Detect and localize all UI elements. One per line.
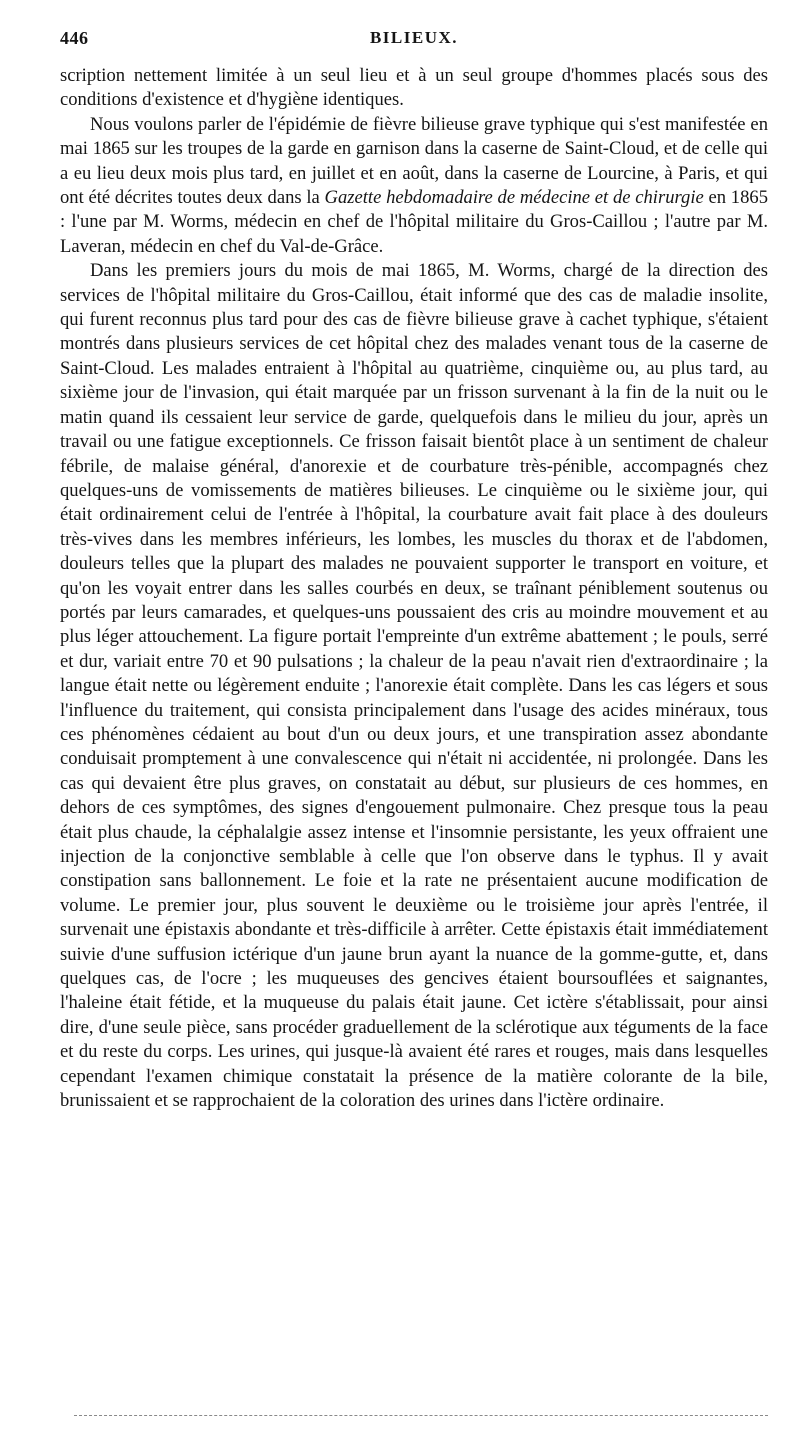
body-text [60,64,768,1113]
paragraph-continuation: scription nettement limitée à un seul lieu et à un seul groupe d'hommes placés sous des conditions d'existence et d'hygiène identiques. [60,65,768,111]
paragraph-epidemic-intro [60,113,768,259]
running-head: BILIEUX. [369,28,459,47]
paragraph-clinical-description: Dans les premiers jours du mois de mai 1865, M. Worms, chargé de la direction des services de l'hôpital militaire du Gros-Caillou, était informé que des cas de maladie insolite, qui furent reconnus plus tard pour des cas de fièvre bilieuse grave à cachet typhique, s'étaient montrés dans plusieurs services de cet hôpital chez des malades venant tous de la caserne de Saint-Cloud. Les malades entraient à l'hôpital au quatrième, cinquième ou, au plus tard, au sixième jour de l'invasion, qui était marquée par un frisson survenant à la fin de la nuit ou le matin quand ils cessaient leur service de garde, quelquefois dans le milieu du jour, après un travail ou une fatigue exceptionnels. Ce frisson faisait bientôt place à un sentiment de chaleur fébrile, de malaise général, d'anorexie et de courbature très-pénible, accompagnés chez quelques-uns de vomissements de matières bilieuses. Le cinquième ou le sixième jour, qui était ordinairement celui de l'entrée à l'hôpital, la courbature avait fait place à des douleurs très-vives dans les membres inférieurs, les lombes, les muscles du thorax et de l'abdomen, douleurs telles que la plupart des malades ne pouvaient supporter le transport en voiture, et qu'on les voyait entrer dans les salles courbés en deux, se traînant péniblement soutenus ou portés par leurs camarades, et quelques-uns poussaient des cris au moindre mouvement et au plus léger attouchement. La figure portait l'empreinte d'un extrême abattement ; le pouls, serré et dur, variait entre 70 et 90 pulsations ; la chaleur de la peau n'avait rien d'extraordinaire ; la langue était nette ou légèrement enduite ; l'anorexie était complète. Dans les cas légers et sous l'influence du traitement, qui consista principalement dans l'usage des acides minéraux, tous ces phénomènes cédaient au bout d'un ou deux jours, et une transpiration assez abondante conduisait promptement à une convalescence qui n'était ni accidentée, ni prolongée. Dans les cas qui devaient être plus graves, on constatait au début, sur plusieurs de ces hommes, en dehors de ces symptômes, des signes d'engouement pulmonaire. Chez presque tous la peau était plus chaude, la céphalalgie assez intense et l'insomnie persistante, les yeux offraient une injection de la conjonctive semblable à celle que l'on observe dans le typhus. Il y avait constipation sans ballonnement. Le foie et la rate ne présentaient aucune modification de volume. Le premier jour, plus souvent le deuxième ou le troisième jour après l'entrée, il survenait une épistaxis abondante et très-difficile à arrêter. Cette épistaxis était immédiatement suivie d'une suffusion ictérique d'un jaune brun ayant la nuance de la gomme-gutte, et, dans quelques cas, de l'ocre ; les muqueuses des gencives étaient boursouflées et saignantes, l'haleine était fétide, et la muqueuse du palais était jaune. Cet ictère s'établissait, pour ainsi dire, d'une seule pièce, sans procéder graduellement de la sclérotique aux téguments de la face et du reste du corps. Les urines, qui jusque-là avaient été rares et rouges, mais dans lesquelles cependant l'examen chimique constatait la présence de la matière colorante de la bile, brunissaient et se rapprochaient de la coloration des urines dans l'ictère ordinaire. [60,260,768,1112]
paragraph-text: Nous voulons parler de l'épidémie de fièvre bilieuse grave typhique qui s'est manifestée en mai 1865 sur les troupes de la garde en garnison dans la caserne de Saint-Cloud, et de celle qui a eu lieu deux mois plus tard, en juillet et en août, dans la caserne de Lourcine, à Paris, et qui ont été décrites toutes deux dans la [60,113,768,209]
page-header [60,28,768,52]
paragraph-text: en 1865 : l'une par M. Worms, médecin en chef de l'hôpital militaire du Gros-Caillou ; l'autre par M. Laveran, médecin en chef du Val-de-Grâce. [60,187,768,257]
footer-dotted-rule [74,1415,768,1416]
journal-title: Gazette hebdomadaire de médecine et de chirurgie [324,187,704,209]
page-number: 446 [60,28,89,48]
